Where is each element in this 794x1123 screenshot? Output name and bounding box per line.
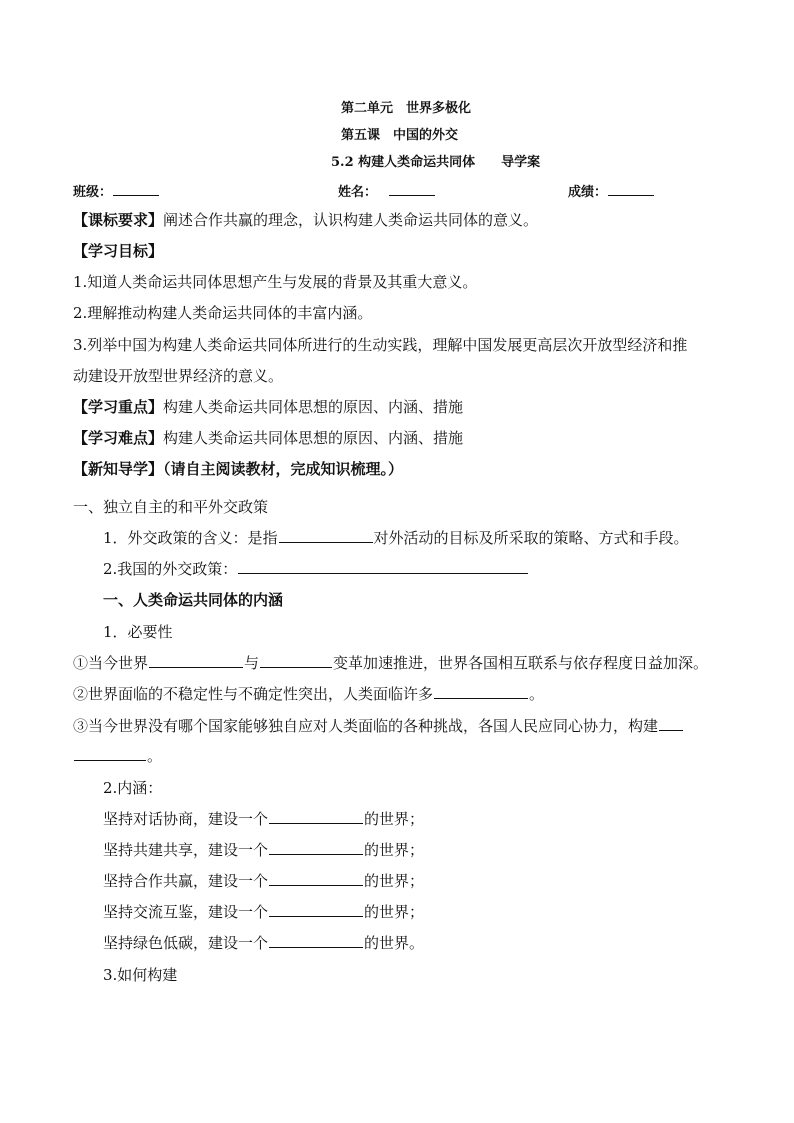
item-pre: 坚持交流互鉴，建设一个 xyxy=(103,903,269,921)
key-point-label: 【学习重点】 xyxy=(73,398,164,416)
item-pre: 坚持绿色低碳，建设一个 xyxy=(103,934,269,952)
item-blank[interactable] xyxy=(269,853,363,855)
section1-q2 xyxy=(103,558,529,579)
section1-q1 xyxy=(103,527,689,548)
class-field xyxy=(73,181,160,200)
item-post: 的世界； xyxy=(364,872,425,890)
item-blank[interactable] xyxy=(269,884,363,886)
unit-title: 第二单元 世界多极化 xyxy=(341,101,472,116)
section-title: 5.2 构建人类命运共同体 导学案 xyxy=(331,155,541,170)
item-blank[interactable] xyxy=(269,915,363,917)
connotation-item xyxy=(103,870,424,891)
necessity-3 xyxy=(73,715,684,736)
q2-blank[interactable] xyxy=(238,572,528,574)
requirements-label: 【课标要求】 xyxy=(73,211,164,229)
score-label: 成绩： xyxy=(568,185,608,200)
goal-item: 3.列举中国为构建人类命运共同体所进行的生动实践，理解中国发展更高层次开放型经济和推 xyxy=(73,336,688,354)
new-knowledge-label: 【新知导学】 xyxy=(73,460,164,478)
item-post: 的世界； xyxy=(364,903,425,921)
lesson-title: 第五课 中国的外交 xyxy=(341,128,459,143)
q1-post: 对外活动的目标及所采取的策略、方式和手段。 xyxy=(373,529,689,547)
n2-pre: ②世界面临的不稳定性与不确定性突出，人类面临许多 xyxy=(73,685,434,703)
difficulty-label: 【学习难点】 xyxy=(73,429,164,447)
connotation-item xyxy=(103,932,424,953)
connotation-item xyxy=(103,808,424,829)
section2-sub2: 2.内涵： xyxy=(103,779,163,797)
n1-post: 变革加速推进，世界各国相互联系与依存程度日益加深。 xyxy=(333,654,709,672)
name-label: 姓名： xyxy=(338,185,378,200)
n3-blank-1[interactable] xyxy=(659,729,683,731)
n1-mid: 与 xyxy=(244,654,260,672)
key-point-text: 构建人类命运共同体思想的原因、内涵、措施 xyxy=(163,398,464,416)
connotation-item xyxy=(103,901,424,922)
n3-pre: ③当今世界没有哪个国家能够独自应对人类面临的各种挑战，各国人民应同心协力，构建 xyxy=(73,717,659,735)
n1-pre: ①当今世界 xyxy=(73,654,149,672)
goal-item: 1.知道人类命运共同体思想产生与发展的背景及其重大意义。 xyxy=(73,273,478,291)
requirements xyxy=(73,209,538,230)
necessity-3-cont xyxy=(73,745,162,766)
difficulty xyxy=(73,427,463,448)
item-blank[interactable] xyxy=(269,822,363,824)
n1-blank-2[interactable] xyxy=(260,666,332,668)
class-label: 班级： xyxy=(73,185,113,200)
n1-blank-1[interactable] xyxy=(149,666,243,668)
new-knowledge-note: （请自主阅读教材，完成知识梳理。） xyxy=(163,460,404,478)
n2-blank[interactable] xyxy=(434,697,528,699)
item-post: 的世界； xyxy=(364,841,425,859)
name-field xyxy=(338,181,436,200)
q1-pre: 1．外交政策的含义：是指 xyxy=(103,529,278,547)
necessity-1 xyxy=(73,652,708,673)
n2-post: 。 xyxy=(529,685,545,703)
score-blank[interactable] xyxy=(608,194,654,196)
name-blank[interactable] xyxy=(389,194,435,196)
section2-sub3: 3.如何构建 xyxy=(103,966,178,984)
goal-item: 2.理解推动构建人类命运共同体的丰富内涵。 xyxy=(73,304,373,322)
section2-title: 一、人类命运共同体的内涵 xyxy=(103,591,284,609)
difficulty-text: 构建人类命运共同体思想的原因、内涵、措施 xyxy=(163,429,464,447)
section1-title: 一、独立自主的和平外交政策 xyxy=(73,498,269,516)
score-field xyxy=(568,181,655,200)
item-post: 的世界。 xyxy=(364,934,425,952)
q2-text: 2.我国的外交政策： xyxy=(103,560,238,578)
section2-sub1: 1．必要性 xyxy=(103,623,173,641)
goal-item: 动建设开放型世界经济的意义。 xyxy=(73,367,284,385)
requirements-text: 阐述合作共赢的理念，认识构建人类命运共同体的意义。 xyxy=(163,211,539,229)
n3-blank-2[interactable] xyxy=(74,759,146,761)
item-post: 的世界； xyxy=(364,810,425,828)
item-pre: 坚持合作共赢，建设一个 xyxy=(103,872,269,890)
item-pre: 坚持对话协商，建设一个 xyxy=(103,810,269,828)
necessity-2 xyxy=(73,683,544,704)
item-pre: 坚持共建共享，建设一个 xyxy=(103,841,269,859)
n3-end: 。 xyxy=(147,747,163,765)
new-knowledge xyxy=(73,458,403,479)
q1-blank[interactable] xyxy=(279,541,373,543)
goals-label: 【学习目标】 xyxy=(73,242,164,260)
key-point xyxy=(73,396,463,417)
connotation-item xyxy=(103,839,424,860)
class-blank[interactable] xyxy=(113,194,159,196)
item-blank[interactable] xyxy=(269,946,363,948)
